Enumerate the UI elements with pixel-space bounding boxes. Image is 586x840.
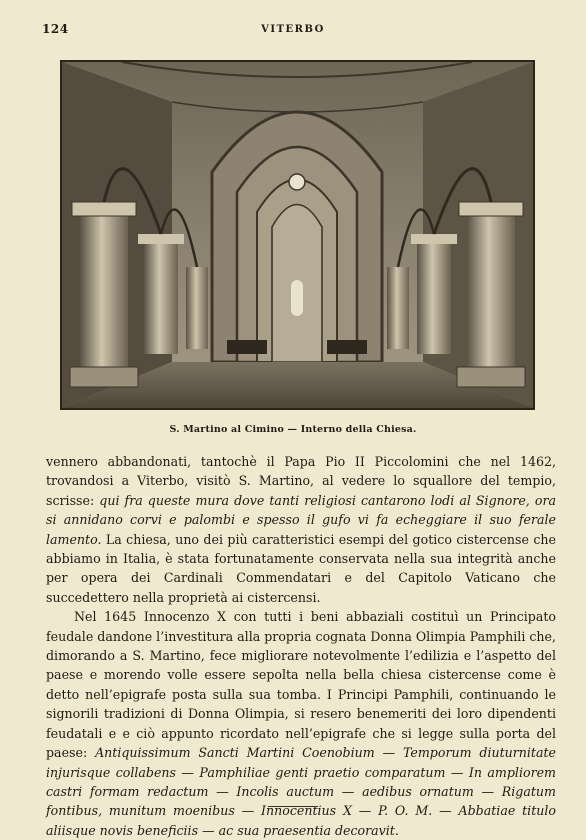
paragraph-1	[46, 452, 556, 607]
figure-caption: S. Martino al Cimino — Interno della Chiesa.	[169, 424, 417, 435]
paragraph-1-text-a: vennero abbandonati, tantochè il Papa Pio II Piccolomini che nel 1462, trovandosi a Viterbo, visitò S. Martino, al vedere lo squallore del tempio, scrisse:	[46, 454, 556, 508]
paragraph-1-quotation: qui fra queste mura dove tanti religiosi cantarono lodi al Signore, ora si annidano corvi e palombi e spesso il gufo vi fa echeggiare il suo ferale lamento.	[46, 492, 556, 547]
paragraph-1-text-b: La chiesa, uno dei più caratteristici esempi del gotico cistercense che abbiamo in Italia, è stata fortunatamente conservata nella sua integrità anche per opera dei Cardinali Commendatari e del Capitolo Vaticano che succedettero nella proprietà ai cistercensi.	[46, 531, 556, 605]
church-interior-photo	[60, 60, 535, 410]
body-text	[46, 452, 556, 840]
footer-rule	[268, 806, 318, 807]
paragraph-2-text: Nel 1645 Innocenzo X con tutti i beni abbaziali costituì un Principato feudale dandone l’investitura alla propria cognata Donna Olimpia Pamphili che, dimorando a S. Martino, fece migliorare notevolmente l’edilizia e l’aspetto del paese e morendo volle essere sepolta nella bella chiesa cistercense come è detto nell’epigrafe posta sulla sua tomba. I Principi Pamphili, continuando le signorili tradizioni di Donna Olimpia, si resero benemeriti dei loro dipendenti feudatali e e ciò appunto ricordato nell’epigrafe che si legge sulla porta del paese:	[46, 609, 556, 761]
running-head: VITERBO	[261, 24, 325, 35]
page-number: 124	[42, 22, 69, 36]
nave-illustration	[62, 62, 533, 408]
paragraph-2-epigraph: Antiquissimum Sancti Martini Coenobium — Temporum diuturnitate injurisque collabens — Pamphiliae genti praetio comparatum — In ampliorem castri formam redactum — Incolis auctum — aedibus ornatum — Rigatum fontibus, munitum moenibus — Innocentius X — P. O. M. — Abbatiae titulo aliisque novis beneficiis — ac sua praesentia decoravit.	[46, 745, 557, 838]
